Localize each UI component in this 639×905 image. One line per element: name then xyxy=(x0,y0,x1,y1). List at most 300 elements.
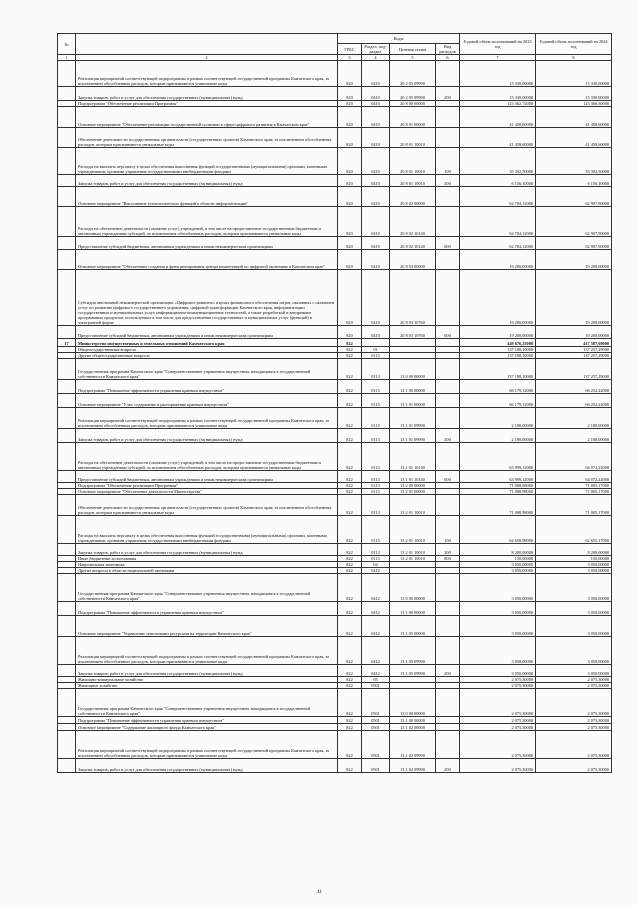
row-grbs: 820 xyxy=(338,250,362,270)
header-year-2024: Годовой объем ассигнований на 2024 год xyxy=(536,34,612,55)
row-amount-2024: 3 050,00000 xyxy=(536,562,612,568)
row-amount-2023: 41 458,60000 xyxy=(460,107,536,128)
row-name: Закупка товаров, работ и услуг для обеспечения государственных (муниципальных) нужд xyxy=(76,759,338,773)
header-year-2023: Годовой объем ассигнований на 2023 год xyxy=(460,34,536,55)
row-amount-2023: 19 200,00000 xyxy=(460,250,536,270)
row-amount-2023: 35 302,50000 xyxy=(460,148,536,175)
row-grbs: 822 xyxy=(338,602,362,616)
table-row xyxy=(58,689,612,717)
row-expense-type: 200 xyxy=(436,544,460,556)
row-grbs: 820 xyxy=(338,175,362,187)
row-section: 0113 xyxy=(362,429,390,443)
row-number xyxy=(58,380,76,394)
row-amount-2024: 66 252,22000 xyxy=(536,380,612,394)
row-section: 0501 xyxy=(362,717,390,724)
row-target-article: 13 2 01 10010 xyxy=(390,544,436,556)
row-name: Основное мероприятие "Обеспечение деятельности Министерства" xyxy=(76,489,338,495)
row-name: Национальная экономика xyxy=(76,562,338,568)
row-target-article: 20 8 02 10140 xyxy=(390,237,436,250)
row-target-article: 13 1 02 00000 xyxy=(390,724,436,731)
row-target-article: 13 1 05 09990 xyxy=(390,637,436,665)
row-expense-type xyxy=(436,394,460,408)
row-target-article: 13 1 00 00000 xyxy=(390,380,436,394)
row-amount-2024: 2 075,30000 xyxy=(536,717,612,724)
row-number xyxy=(58,759,76,773)
row-number xyxy=(58,408,76,429)
header-index: 3 xyxy=(338,55,362,61)
row-section: 0501 xyxy=(362,724,390,731)
row-amount-2024: 62 907,90000 xyxy=(536,187,612,207)
table-row xyxy=(58,380,612,394)
row-expense-type: 600 xyxy=(436,237,460,250)
row-amount-2024: 15 330,00000 xyxy=(536,61,612,87)
row-target-article: 13 1 05 00000 xyxy=(390,616,436,637)
header-grbs: ГРБС xyxy=(338,44,362,55)
row-section: 0410 xyxy=(362,148,390,175)
row-grbs: 820 xyxy=(338,128,362,148)
row-grbs: 820 xyxy=(338,237,362,250)
row-section: 0501 xyxy=(362,759,390,773)
row-grbs: 820 xyxy=(338,326,362,339)
row-section: 0410 xyxy=(362,107,390,128)
table-header xyxy=(58,34,612,61)
row-expense-type xyxy=(436,616,460,637)
row-expense-type xyxy=(436,380,460,394)
table-row xyxy=(58,544,612,556)
table-row xyxy=(58,175,612,187)
header-codes: Коды xyxy=(338,34,460,44)
row-number xyxy=(58,689,76,717)
row-grbs: 820 xyxy=(338,148,362,175)
row-amount-2023: 137 188,10000 xyxy=(460,359,536,380)
row-number xyxy=(58,87,76,101)
row-number xyxy=(58,394,76,408)
row-target-article: 13 1 02 09990 xyxy=(390,731,436,759)
row-section: 0113 xyxy=(362,359,390,380)
row-number xyxy=(58,574,76,602)
row-section: 0410 xyxy=(362,207,390,237)
row-target-article: 20 8 02 00000 xyxy=(390,187,436,207)
row-name: Государственная программа Камчатского края "Совершенствование управления имуществом, находящимся в государственной собственности Камчатского края" xyxy=(76,689,338,717)
row-grbs: 822 xyxy=(338,731,362,759)
row-number xyxy=(58,443,76,471)
row-grbs: 820 xyxy=(338,87,362,101)
row-grbs: 820 xyxy=(338,61,362,87)
row-name: Расходы на выплаты персоналу в целях обеспечения выполнения функций государственными (муниципальными) органами, казенными учреждениями, органами управления государственными внебюджетными фондами xyxy=(76,148,338,175)
row-expense-type: 100 xyxy=(436,516,460,544)
row-name: Предоставление субсидий бюджетным, автономным учреждениям и иным некоммерческим организациям xyxy=(76,237,338,250)
table-row xyxy=(58,731,612,759)
table-row xyxy=(58,187,612,207)
row-name: Подпрограмма "Повышение эффективности управления краевым имуществом" xyxy=(76,602,338,616)
row-target-article: 13 2 01 10010 xyxy=(390,495,436,516)
budget-table xyxy=(57,33,612,773)
row-number xyxy=(58,270,76,326)
row-amount-2023: 137 188,10000 xyxy=(460,353,536,359)
row-target-article: 13 0 00 00000 xyxy=(390,574,436,602)
row-expense-type: 200 xyxy=(436,87,460,101)
row-grbs: 822 xyxy=(338,489,362,495)
row-amount-2023: 2 075,30000 xyxy=(460,717,536,724)
row-grbs: 822 xyxy=(338,568,362,574)
row-grbs: 822 xyxy=(338,495,362,516)
row-expense-type xyxy=(436,339,460,347)
row-target-article: 13 1 01 09990 xyxy=(390,429,436,443)
row-target-article: 20 8 01 00000 xyxy=(390,107,436,128)
row-amount-2024: 71 005,17000 xyxy=(536,495,612,516)
table-row xyxy=(58,717,612,724)
row-number xyxy=(58,237,76,250)
table-row xyxy=(58,207,612,237)
row-section: 04 xyxy=(362,562,390,568)
row-amount-2023: 3 050,00000 xyxy=(460,562,536,568)
table-row xyxy=(58,61,612,87)
row-amount-2023: 3 050,00000 xyxy=(460,602,536,616)
row-expense-type xyxy=(436,270,460,326)
row-section: 0113 xyxy=(362,394,390,408)
row-name: Жилищно-коммунальное хозяйство xyxy=(76,677,338,683)
row-amount-2023: 19 200,00000 xyxy=(460,270,536,326)
row-amount-2024: 62 907,90000 xyxy=(536,207,612,237)
row-name: Расходы на обеспечение деятельности (оказание услуг) учреждений, в том числе на предоставление государственным бюджетным и автономным учреждениям субсидий, за исключением обособленных расходов, которым присваиваются уникальные коды xyxy=(76,207,338,237)
row-section: 0113 xyxy=(362,443,390,471)
row-grbs: 822 xyxy=(338,359,362,380)
row-amount-2023: 62 704,12000 xyxy=(460,207,536,237)
header-target: Целевая статья xyxy=(390,44,436,55)
row-amount-2023: 71 008,98000 xyxy=(460,483,536,489)
row-amount-2023: 63 999,12000 xyxy=(460,443,536,471)
row-grbs: 822 xyxy=(338,471,362,483)
row-section: 0501 xyxy=(362,683,390,689)
row-grbs: 820 xyxy=(338,270,362,326)
row-name: Основное мероприятие "Обеспечение реализации государственной политики в сфере цифрового развития в Камчатском крае" xyxy=(76,107,338,128)
row-amount-2024: 137 257,29000 xyxy=(536,353,612,359)
row-name: Подпрограмма "Обеспечение реализации Программы" xyxy=(76,483,338,489)
row-amount-2024: 41 458,60000 xyxy=(536,128,612,148)
table-row xyxy=(58,574,612,602)
row-target-article: 13 2 01 10010 xyxy=(390,516,436,544)
row-target-article: 20 2 05 09990 xyxy=(390,87,436,101)
row-expense-type xyxy=(436,602,460,616)
row-name: Другие вопросы в области национальной экономики xyxy=(76,568,338,574)
row-name: Закупка товаров, работ и услуг для обеспечения государственных (муниципальных) нужд xyxy=(76,175,338,187)
row-name: Основное мероприятие "Выполнение технологических функций в области информатизации" xyxy=(76,187,338,207)
row-amount-2023: 2 075,30000 xyxy=(460,677,536,683)
header-number: № xyxy=(58,34,76,55)
row-expense-type xyxy=(436,128,460,148)
row-number xyxy=(58,61,76,87)
row-section: 0412 xyxy=(362,665,390,677)
row-name: Предоставление субсидий бюджетным, автономным учреждениям и иным некоммерческим организациям xyxy=(76,326,338,339)
row-expense-type xyxy=(436,689,460,717)
row-amount-2024: 2 075,30000 xyxy=(536,724,612,731)
row-target-article: 13 0 00 00000 xyxy=(390,359,436,380)
row-target-article: 13 2 01 00000 xyxy=(390,489,436,495)
row-grbs: 822 xyxy=(338,717,362,724)
row-expense-type xyxy=(436,107,460,128)
row-amount-2023: 137 188,10000 xyxy=(460,347,536,353)
row-amount-2024: 2 075,30000 xyxy=(536,683,612,689)
row-grbs: 822 xyxy=(338,394,362,408)
row-amount-2024: 3 050,00000 xyxy=(536,665,612,677)
header-index: 7 xyxy=(460,55,536,61)
row-amount-2023: 3 050,00000 xyxy=(460,568,536,574)
row-name: Министерство имущественных и земельных отношений Камчатского края xyxy=(76,339,338,347)
row-name: Закупка товаров, работ и услуг для обеспечения государственных (муниципальных) нужд xyxy=(76,429,338,443)
row-expense-type xyxy=(436,359,460,380)
header-expense-type: Вид расходов xyxy=(436,44,460,55)
row-grbs: 822 xyxy=(338,683,362,689)
row-amount-2024: 66 252,22000 xyxy=(536,394,612,408)
row-amount-2024: 41 458,60000 xyxy=(536,107,612,128)
row-expense-type xyxy=(436,724,460,731)
row-name: Обеспечение деятельности государственных органов власти (государственных органов) Камчатского края, за исключением обособленных расходов, которым присваиваются уникальные коды xyxy=(76,128,338,148)
row-section: 0412 xyxy=(362,602,390,616)
row-expense-type xyxy=(436,637,460,665)
row-amount-2023: 2 180,00000 xyxy=(460,429,536,443)
row-grbs: 822 xyxy=(338,347,362,353)
row-section: 0501 xyxy=(362,731,390,759)
row-section: 0410 xyxy=(362,175,390,187)
row-grbs: 820 xyxy=(338,101,362,107)
row-number xyxy=(58,516,76,544)
row-name: Общегосударственные вопросы xyxy=(76,347,338,353)
header-section: Раздел, под-раздел xyxy=(362,44,390,55)
row-amount-2024: 417 587,69000 xyxy=(536,339,612,347)
row-target-article: 13 1 01 09990 xyxy=(390,408,436,429)
row-amount-2023: 62 704,12000 xyxy=(460,187,536,207)
table-row xyxy=(58,326,612,339)
row-expense-type: 800 xyxy=(436,556,460,562)
table-row xyxy=(58,359,612,380)
row-amount-2023: 62 658,98000 xyxy=(460,516,536,544)
row-target-article: 20 8 01 10010 xyxy=(390,175,436,187)
row-expense-type xyxy=(436,408,460,429)
row-grbs: 822 xyxy=(338,677,362,683)
row-grbs: 822 xyxy=(338,516,362,544)
row-section: 0410 xyxy=(362,237,390,250)
row-section: 01 xyxy=(362,347,390,353)
row-section: 0113 xyxy=(362,380,390,394)
row-grbs: 822 xyxy=(338,616,362,637)
row-section: 0113 xyxy=(362,408,390,429)
row-section: 0410 xyxy=(362,128,390,148)
table-row xyxy=(58,270,612,326)
row-grbs: 822 xyxy=(338,562,362,568)
row-name: Субсидия автономной некоммерческой организации «Цифровое развитие» в целях финансового обеспечения затрат, связанных с оказанием услуг по развитию цифрового государственного управления, цифровой трансформации Камчатского края, информатизации государственных и муниципальных услуг, информационно-коммуникационных технологий, а также разработкой и внедрением программных продуктов, используемых в том числе для предоставления государственных и муниципальных услуг (функций) в электронной форме xyxy=(76,270,338,326)
row-name: Закупка товаров, работ и услуг для обеспечения государственных (муниципальных) нужд xyxy=(76,87,338,101)
row-amount-2023: 63 999,12000 xyxy=(460,471,536,483)
row-number xyxy=(58,602,76,616)
row-grbs: 822 xyxy=(338,637,362,665)
row-amount-2024: 8 200,00000 xyxy=(536,544,612,556)
table-row xyxy=(58,250,612,270)
table-row xyxy=(58,616,612,637)
row-amount-2023: 3 050,00000 xyxy=(460,665,536,677)
row-amount-2024: 3 050,00000 xyxy=(536,574,612,602)
row-amount-2024: 3 050,00000 xyxy=(536,637,612,665)
row-amount-2024: 35 302,50000 xyxy=(536,148,612,175)
row-section: 0410 xyxy=(362,87,390,101)
table-row xyxy=(58,637,612,665)
row-section: 0412 xyxy=(362,616,390,637)
row-number xyxy=(58,187,76,207)
row-amount-2023: 2 180,00000 xyxy=(460,408,536,429)
row-number xyxy=(58,359,76,380)
row-target-article: 20 2 05 09990 xyxy=(390,61,436,87)
header-index: 8 xyxy=(536,55,612,61)
row-amount-2023: 2 075,30000 xyxy=(460,731,536,759)
row-expense-type: 600 xyxy=(436,471,460,483)
row-name: Подпрограмма "Обеспечение реализации Программы" xyxy=(76,101,338,107)
row-amount-2024: 6 156,10000 xyxy=(536,175,612,187)
row-amount-2023: 6 156,10000 xyxy=(460,175,536,187)
row-amount-2024: 2 075,30000 xyxy=(536,677,612,683)
row-grbs: 820 xyxy=(338,207,362,237)
row-name: Жилищное хозяйство xyxy=(76,683,338,689)
row-expense-type: 200 xyxy=(436,175,460,187)
row-number xyxy=(58,128,76,148)
row-number xyxy=(58,207,76,237)
row-target-article: 20 8 02 10140 xyxy=(390,207,436,237)
row-section: 0410 xyxy=(362,270,390,326)
table-row xyxy=(58,237,612,250)
row-grbs: 822 xyxy=(338,556,362,562)
row-section: 0410 xyxy=(362,61,390,87)
row-amount-2024: 2 075,30000 xyxy=(536,731,612,759)
row-amount-2023: 2 075,30000 xyxy=(460,759,536,773)
row-amount-2024: 62 907,90000 xyxy=(536,237,612,250)
row-amount-2024: 19 200,00000 xyxy=(536,270,612,326)
table-row xyxy=(58,128,612,148)
row-amount-2023: 150,00000 xyxy=(460,556,536,562)
row-amount-2024: 62 655,17000 xyxy=(536,516,612,544)
row-name: Иные бюджетные ассигнования xyxy=(76,556,338,562)
row-target-article: 20 8 03 00000 xyxy=(390,250,436,270)
row-amount-2023: 15 330,00000 xyxy=(460,87,536,101)
row-grbs: 822 xyxy=(338,443,362,471)
row-grbs: 820 xyxy=(338,187,362,207)
row-amount-2024: 2 180,00000 xyxy=(536,429,612,443)
row-amount-2024: 2 075,30000 xyxy=(536,759,612,773)
row-expense-type xyxy=(436,717,460,724)
row-expense-type xyxy=(436,731,460,759)
table-row xyxy=(58,87,612,101)
row-number xyxy=(58,250,76,270)
row-amount-2024: 3 050,00000 xyxy=(536,568,612,574)
row-grbs: 822 xyxy=(338,724,362,731)
row-expense-type: 600 xyxy=(436,326,460,339)
row-amount-2023: 62 704,12000 xyxy=(460,237,536,250)
row-expense-type: 200 xyxy=(436,429,460,443)
row-expense-type xyxy=(436,495,460,516)
row-amount-2023: 41 458,60000 xyxy=(460,128,536,148)
row-amount-2023: 15 330,00000 xyxy=(460,61,536,87)
row-name: Реализация мероприятий соответствующей подпрограммы в рамках соответствующей государственной программы Камчатского края, за исключением обособленных расходов, которым присваиваются уникальные коды xyxy=(76,637,338,665)
row-name: Основное мероприятие "Обеспечение создания и функционирования центра компетенций по цифровой экономике в Камчатском крае" xyxy=(76,250,338,270)
row-target-article: 20 8 00 00000 xyxy=(390,101,436,107)
row-amount-2023: 449 676,35000 xyxy=(460,339,536,347)
table-row xyxy=(58,107,612,128)
row-number xyxy=(58,616,76,637)
row-number xyxy=(58,731,76,759)
row-grbs: 822 xyxy=(338,339,362,347)
row-name: Подпрограмма "Повышение эффективности управления краевым имуществом" xyxy=(76,717,338,724)
row-target-article: 13 2 00 00000 xyxy=(390,483,436,489)
row-number xyxy=(58,326,76,339)
row-grbs: 822 xyxy=(338,574,362,602)
row-expense-type xyxy=(436,187,460,207)
table-row xyxy=(58,602,612,616)
row-target-article xyxy=(390,339,436,347)
row-section: 0410 xyxy=(362,250,390,270)
row-name: Реализация мероприятий соответствующей подпрограммы в рамках соответствующей государственной программы Камчатского края, за исключением обособленных расходов, которым присваиваются уникальные коды xyxy=(76,408,338,429)
row-amount-2024: 19 200,00000 xyxy=(536,326,612,339)
row-section: 0113 xyxy=(362,516,390,544)
row-number xyxy=(58,148,76,175)
row-amount-2023: 66 179,12000 xyxy=(460,394,536,408)
row-section: 0412 xyxy=(362,574,390,602)
row-name: Основное мероприятие "Содержание жилищного фонда Камчатского края" xyxy=(76,724,338,731)
table-row xyxy=(58,516,612,544)
row-amount-2024: 123 366,30000 xyxy=(536,101,612,107)
row-grbs: 822 xyxy=(338,665,362,677)
row-amount-2024: 2 075,30000 xyxy=(536,689,612,717)
row-grbs: 822 xyxy=(338,544,362,556)
row-section: 05 xyxy=(362,677,390,683)
row-amount-2024: 150,00000 xyxy=(536,556,612,562)
row-amount-2023: 3 050,00000 xyxy=(460,637,536,665)
row-amount-2024: 137 257,29000 xyxy=(536,359,612,380)
table-row xyxy=(58,148,612,175)
row-amount-2023: 66 179,12000 xyxy=(460,380,536,394)
row-amount-2024: 71 005,17000 xyxy=(536,489,612,495)
row-name: Закупка товаров, работ и услуг для обеспечения государственных (муниципальных) нужд xyxy=(76,665,338,677)
row-section: 0501 xyxy=(362,689,390,717)
row-target-article: 20 8 01 10010 xyxy=(390,148,436,175)
row-grbs: 822 xyxy=(338,759,362,773)
row-target-article: 13 1 05 09990 xyxy=(390,665,436,677)
row-expense-type xyxy=(436,443,460,471)
row-expense-type: 200 xyxy=(436,759,460,773)
row-section xyxy=(362,339,390,347)
row-name: Обеспечение деятельности государственных органов власти (государственных органов) Камчатского края, за исключением обособленных расходов, которым присваиваются уникальные коды xyxy=(76,495,338,516)
table-row xyxy=(58,443,612,471)
row-grbs: 822 xyxy=(338,429,362,443)
row-section: 0410 xyxy=(362,187,390,207)
table-row xyxy=(58,339,612,347)
header-index: 1 xyxy=(58,55,76,61)
row-expense-type: 100 xyxy=(436,148,460,175)
row-amount-2023: 2 075,30000 xyxy=(460,689,536,717)
row-target-article: 20 8 03 10760 xyxy=(390,326,436,339)
row-name: Реализация мероприятий соответствующей подпрограммы в рамках соответствующей государственной программы Камчатского края, за исключением обособленных расходов, которым присваиваются уникальные коды xyxy=(76,731,338,759)
row-expense-type xyxy=(436,207,460,237)
row-target-article: 20 8 01 10010 xyxy=(390,128,436,148)
row-number xyxy=(58,724,76,731)
row-section: 0113 xyxy=(362,483,390,489)
row-target-article: 13 1 01 10140 xyxy=(390,443,436,471)
header-index: 4 xyxy=(362,55,390,61)
row-number xyxy=(58,717,76,724)
table-row xyxy=(58,394,612,408)
row-amount-2024: 64 072,22000 xyxy=(536,443,612,471)
row-section: 0113 xyxy=(362,489,390,495)
row-name: Расходы на выплаты персоналу в целях обеспечения выполнения функций государственными (муниципальными) органами, казенными учреждениями, органами управления государственными внебюджетными фондами xyxy=(76,516,338,544)
row-number xyxy=(58,429,76,443)
row-grbs: 822 xyxy=(338,353,362,359)
row-section: 0412 xyxy=(362,637,390,665)
